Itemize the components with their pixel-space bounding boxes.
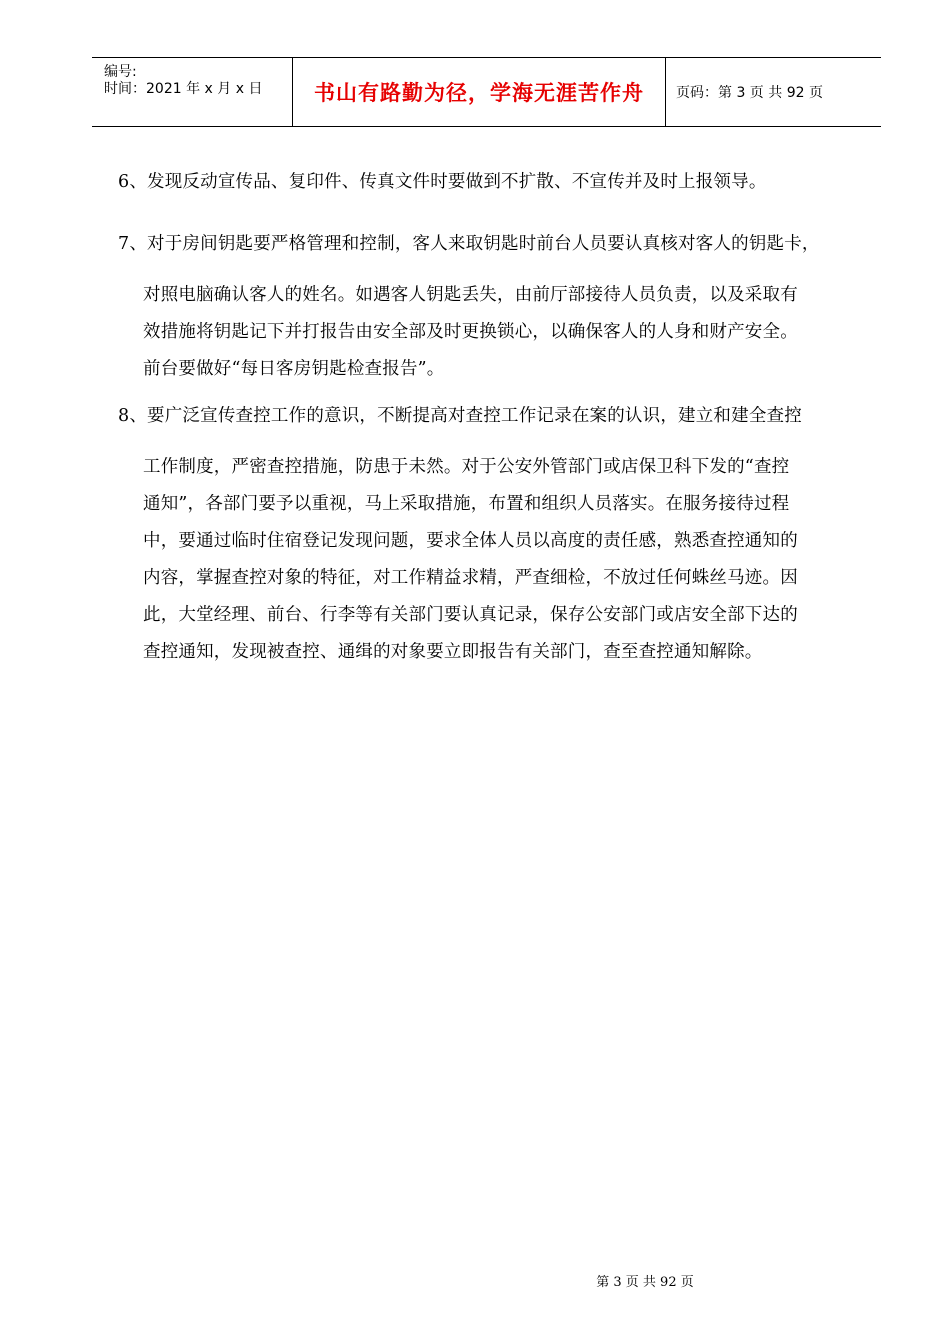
item-7-line-1: 7、对于房间钥匙要严格管理和控制，客人来取钥匙时前台人员要认真核对客人的钥匙卡， xyxy=(118,234,820,254)
document-header xyxy=(92,57,881,127)
header-page-label: 页码：第 3 页 共 92 页 xyxy=(676,85,823,101)
item-8-line-1: 8、要广泛宣传查控工作的意识，不断提高对查控工作记录在案的认识，建立和建全查控 xyxy=(118,406,802,426)
item-7-line-4: 前台要做好“每日客房钥匙检查报告”。 xyxy=(143,359,445,379)
item-7-line-3: 效措施将钥匙记下并打报告由安全部及时更换锁心，以确保客人的人身和财产安全。 xyxy=(143,322,798,342)
header-meta xyxy=(92,58,292,126)
page-footer: 第 3 页 共 92 页 xyxy=(596,1275,694,1290)
item-8-line-3: 通知”，各部门要予以重视，马上采取措施，布置和组织人员落实。在服务接待过程 xyxy=(143,494,790,514)
item-6-line-1: 6、发现反动宣传品、复印件、传真文件时要做到不扩散、不宣传并及时上报领导。 xyxy=(118,172,767,192)
item-8-line-2: 工作制度，严密查控措施，防患于未然。对于公安外管部门或店保卫科下发的“查控 xyxy=(143,457,790,477)
item-8-line-5: 内容，掌握查控对象的特征，对工作精益求精，严查细检，不放过任何蛛丝马迹。因 xyxy=(143,568,798,588)
number-label: 编号: xyxy=(104,64,137,80)
item-8-line-4: 中，要通过临时住宿登记发现问题，要求全体人员以高度的责任感，熟悉查控通知的 xyxy=(143,531,798,551)
item-7-line-2: 对照电脑确认客人的姓名。如遇客人钥匙丢失，由前厅部接待人员负责，以及采取有 xyxy=(143,285,798,305)
header-motto: 书山有路勤为径，学海无涯苦作舟 xyxy=(292,58,666,126)
time-label: 时间：2021 年 x 月 x 日 xyxy=(104,81,263,97)
item-8-line-6: 此，大堂经理、前台、行李等有关部门要认真记录，保存公安部门或店安全部下达的 xyxy=(143,605,798,625)
item-8-line-7: 查控通知，发现被查控、通缉的对象要立即报告有关部门，查至查控通知解除。 xyxy=(143,642,763,662)
